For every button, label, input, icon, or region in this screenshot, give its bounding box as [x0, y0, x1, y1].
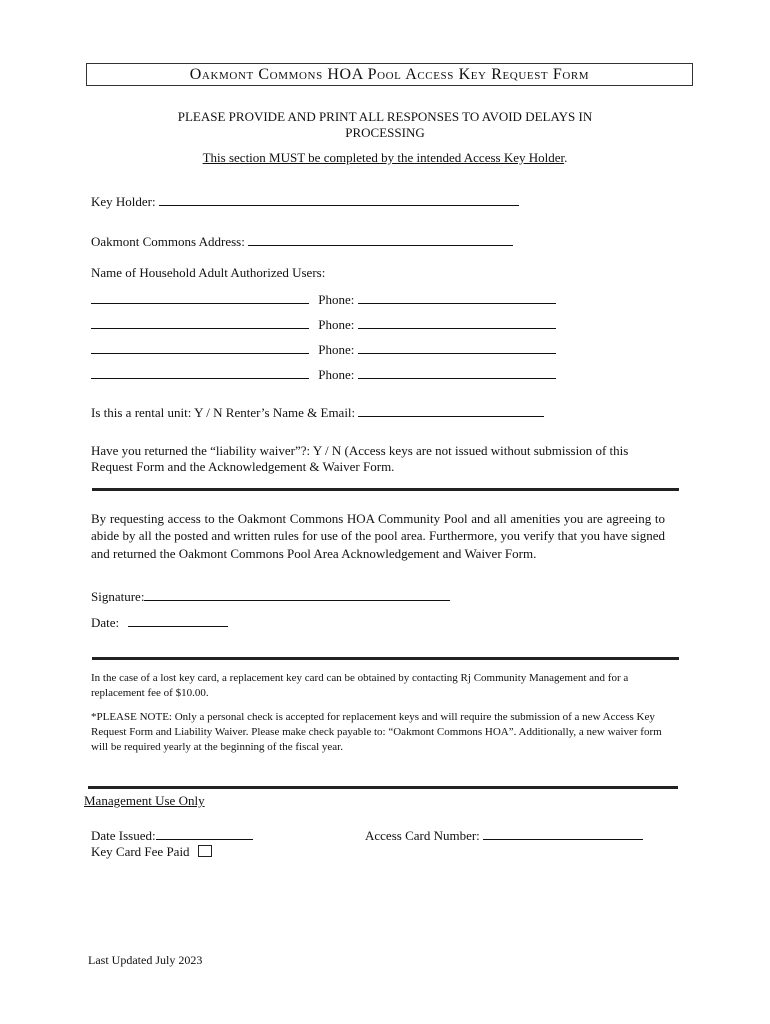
agreement-text: By requesting access to the Oakmont Commons HOA Community Pool and all amenities you are agreeing to abide by all the posted and written rules for use of the pool area. Furthermore, you verify that you have signed and returned the Oakmont Commons Pool Area Acknowledgement and Waiver Form. [91, 511, 665, 561]
phone-label: Phone: [318, 317, 355, 332]
household-name-field[interactable] [91, 290, 309, 304]
section-note-period: . [564, 150, 568, 165]
signature-label: Signature: [91, 589, 145, 604]
payment-note: *PLEASE NOTE: Only a personal check is accepted for replacement keys and will require the submission of a new Access Key Request Form and Liability Waiver. Please make check payable to: “Oakmont Commons HOA”. Additionally, a new waiver form will be required yearly at the beginning of the fiscal year. [91, 711, 662, 753]
fee-paid-label: Key Card Fee Paid [91, 844, 190, 859]
access-card-row [365, 826, 643, 844]
phone-label: Phone: [318, 367, 355, 382]
phone-label: Phone: [318, 342, 355, 357]
signature-field[interactable] [144, 587, 450, 601]
signature-row [91, 587, 450, 605]
divider [88, 786, 678, 789]
form-title: Oakmont Commons HOA Pool Access Key Request Form [86, 63, 693, 86]
lost-card-text: In the case of a lost key card, a replacement key card can be obtained by contacting Rj Community Management and for a replacement fee of $10.00. [91, 672, 629, 699]
address-label: Oakmont Commons Address: [91, 234, 245, 249]
fee-paid-row [91, 844, 212, 860]
rental-row [91, 403, 544, 421]
date-issued-row [91, 826, 253, 844]
phone-label: Phone: [318, 292, 355, 307]
date-issued-field[interactable] [156, 826, 253, 840]
renter-field[interactable] [358, 403, 544, 417]
household-name-field[interactable] [91, 365, 309, 379]
date-row [91, 613, 228, 631]
household-row [91, 340, 556, 358]
household-row [91, 315, 556, 333]
household-label: Name of Household Adult Authorized Users: [91, 265, 326, 280]
waiver-line-2: Request Form and the Acknowledgement & Waiver Form. [91, 459, 395, 474]
household-row [91, 365, 556, 383]
key-holder-field[interactable] [159, 192, 519, 206]
divider [92, 488, 679, 491]
address-field[interactable] [248, 232, 513, 246]
access-card-field[interactable] [483, 826, 643, 840]
date-label: Date: [91, 615, 120, 630]
phone-field[interactable] [358, 290, 556, 304]
household-row [91, 290, 556, 308]
divider [92, 657, 679, 660]
address-row [91, 232, 513, 250]
phone-field[interactable] [358, 340, 556, 354]
access-card-label: Access Card Number: [365, 828, 480, 843]
phone-field[interactable] [358, 365, 556, 379]
management-title: Management Use Only [84, 793, 205, 808]
footer-updated: Last Updated July 2023 [88, 953, 203, 967]
date-field[interactable] [128, 613, 228, 627]
key-holder-label: Key Holder: [91, 194, 156, 209]
section-note-text: This section MUST be completed by the intended Access Key Holder [202, 150, 565, 165]
date-issued-label: Date Issued: [91, 828, 156, 843]
section-note [100, 150, 670, 166]
phone-field[interactable] [358, 315, 556, 329]
instruction-line-1: PLEASE PROVIDE AND PRINT ALL RESPONSES TO AVOID DELAYS IN [177, 109, 593, 124]
waiver-line-1: Have you returned the “liability waiver”?: Y / N (Access keys are not issued without submission of this [91, 443, 629, 458]
household-name-field[interactable] [91, 315, 309, 329]
fee-paid-checkbox[interactable] [198, 845, 212, 857]
rental-label: Is this a rental unit: Y / N Renter’s Name & Email: [91, 405, 356, 420]
instruction-line-2: PROCESSING [345, 125, 425, 140]
household-name-field[interactable] [91, 340, 309, 354]
key-holder-row [91, 192, 519, 210]
